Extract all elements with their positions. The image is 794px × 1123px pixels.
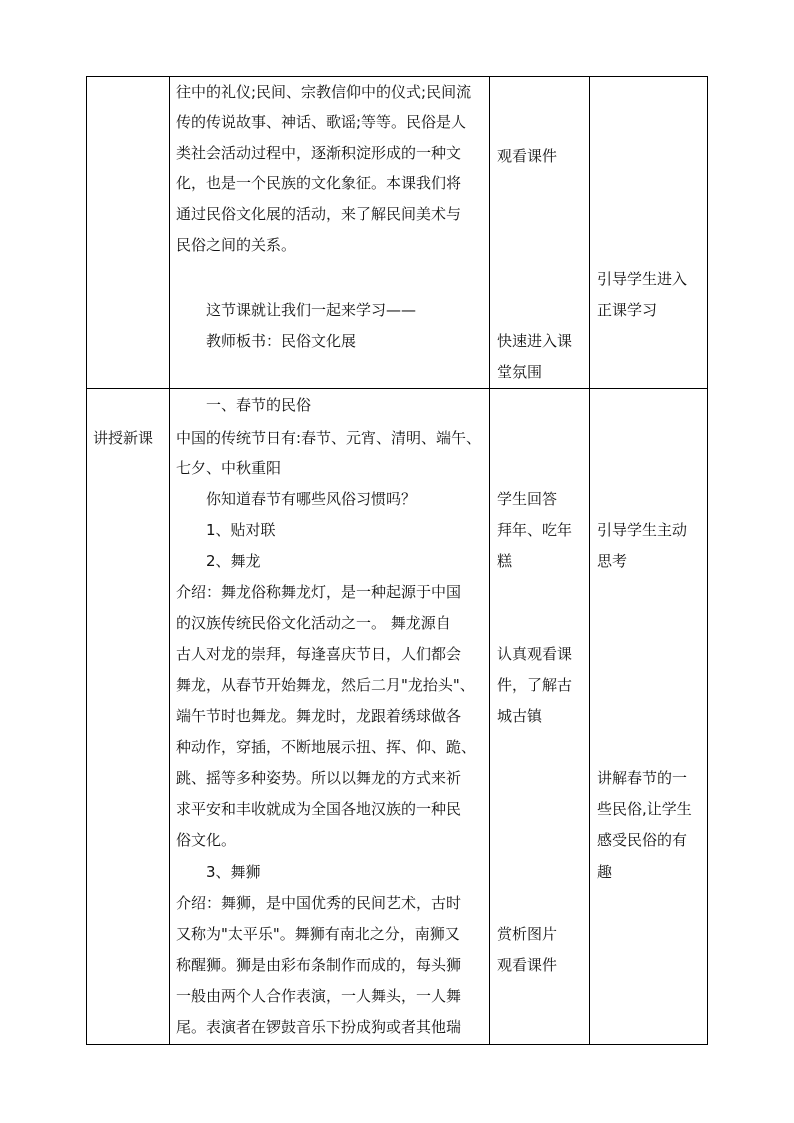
intro-line: 化，也是一个民族的文化象征。本课我们将	[176, 174, 462, 192]
lesson-line: 1、贴对联	[206, 521, 276, 539]
column-divider	[489, 77, 490, 1044]
column-divider	[169, 77, 170, 1044]
board-writing-line: 教师板书：民俗文化展	[206, 332, 357, 350]
lesson-line: 端午节时也舞龙。舞龙时，龙跟着绣球做各	[176, 707, 462, 725]
lesson-line: 俗文化。	[176, 831, 237, 849]
lesson-line: 介绍：舞狮，是中国优秀的民间艺术，古时	[176, 894, 462, 912]
lesson-line: 你知道春节有哪些风俗习惯吗？	[206, 490, 417, 508]
column-divider	[589, 77, 590, 1044]
design-intent: 引导学生进入	[597, 270, 688, 288]
lesson-line: 称醒狮。狮是由彩布条制作而成的，每头狮	[176, 956, 462, 974]
lesson-line: 种动作，穿插，不断地展示扭、挥、仰、跪、	[176, 738, 477, 756]
row-divider	[87, 388, 707, 389]
design-intent: 趣	[597, 863, 613, 881]
lesson-line: 介绍：舞龙俗称舞龙灯，是一种起源于中国	[176, 583, 462, 601]
intro-closing-line: 这节课就让我们一起来学习——	[206, 301, 417, 319]
lesson-line: 古人对龙的崇拜，每逢喜庆节日，人们都会	[176, 645, 462, 663]
lesson-line: 又称为"太平乐"。舞狮有南北之分，南狮又	[176, 925, 460, 943]
student-activity: 快速进入课	[497, 332, 573, 350]
lesson-plan-table	[86, 76, 708, 1045]
section-label: 讲授新课	[93, 429, 154, 447]
lesson-line: 跳、摇等多种姿势。所以以舞龙的方式来祈	[176, 769, 462, 787]
student-activity: 件，了解古	[497, 676, 573, 694]
lesson-line: 2、舞龙	[206, 552, 261, 570]
lesson-line: 一、春节的民俗	[206, 396, 312, 414]
design-intent: 些民俗,让学生	[597, 800, 692, 818]
student-activity: 认真观看课	[497, 645, 573, 663]
intro-line: 民俗之间的关系。	[176, 236, 297, 254]
intro-line: 类社会活动过程中，逐渐积淀形成的一种文	[176, 144, 462, 162]
student-activity: 学生回答	[497, 490, 558, 508]
intro-line: 通过民俗文化展的活动，来了解民间美术与	[176, 205, 462, 223]
lesson-line: 中国的传统节日有:春节、元宵、清明、端午、	[176, 429, 482, 447]
lesson-line: 一般由两个人合作表演，一人舞头，一人舞	[176, 987, 462, 1005]
design-intent: 感受民俗的有	[597, 831, 688, 849]
lesson-line: 求平安和丰收就成为全国各地汉族的一种民	[176, 800, 462, 818]
student-activity: 赏析图片	[497, 925, 558, 943]
intro-line: 往中的礼仪;民间、宗教信仰中的仪式;民间流	[176, 83, 472, 101]
lesson-line: 尾。表演者在锣鼓音乐下扮成狗或者其他瑞	[176, 1018, 462, 1036]
student-activity: 糕	[497, 552, 513, 570]
intro-line: 传的传说故事、神话、歌谣;等等。民俗是人	[176, 113, 467, 131]
design-intent: 思考	[597, 552, 628, 570]
lesson-line: 的汉族传统民俗文化活动之一。 舞龙源自	[176, 614, 451, 632]
student-activity: 观看课件	[497, 956, 558, 974]
student-activity: 城古镇	[497, 707, 543, 725]
design-intent: 正课学习	[597, 301, 658, 319]
student-activity: 堂氛围	[497, 363, 543, 381]
lesson-line: 七夕、中秋重阳	[176, 459, 282, 477]
lesson-line: 3、舞狮	[206, 863, 261, 881]
design-intent: 引导学生主动	[597, 521, 688, 539]
design-intent: 讲解春节的一	[597, 769, 688, 787]
student-activity: 拜年、吃年	[497, 521, 573, 539]
student-activity: 观看课件	[497, 147, 558, 165]
lesson-line: 舞龙，从春节开始舞龙，然后二月"龙抬头"、	[176, 676, 475, 694]
